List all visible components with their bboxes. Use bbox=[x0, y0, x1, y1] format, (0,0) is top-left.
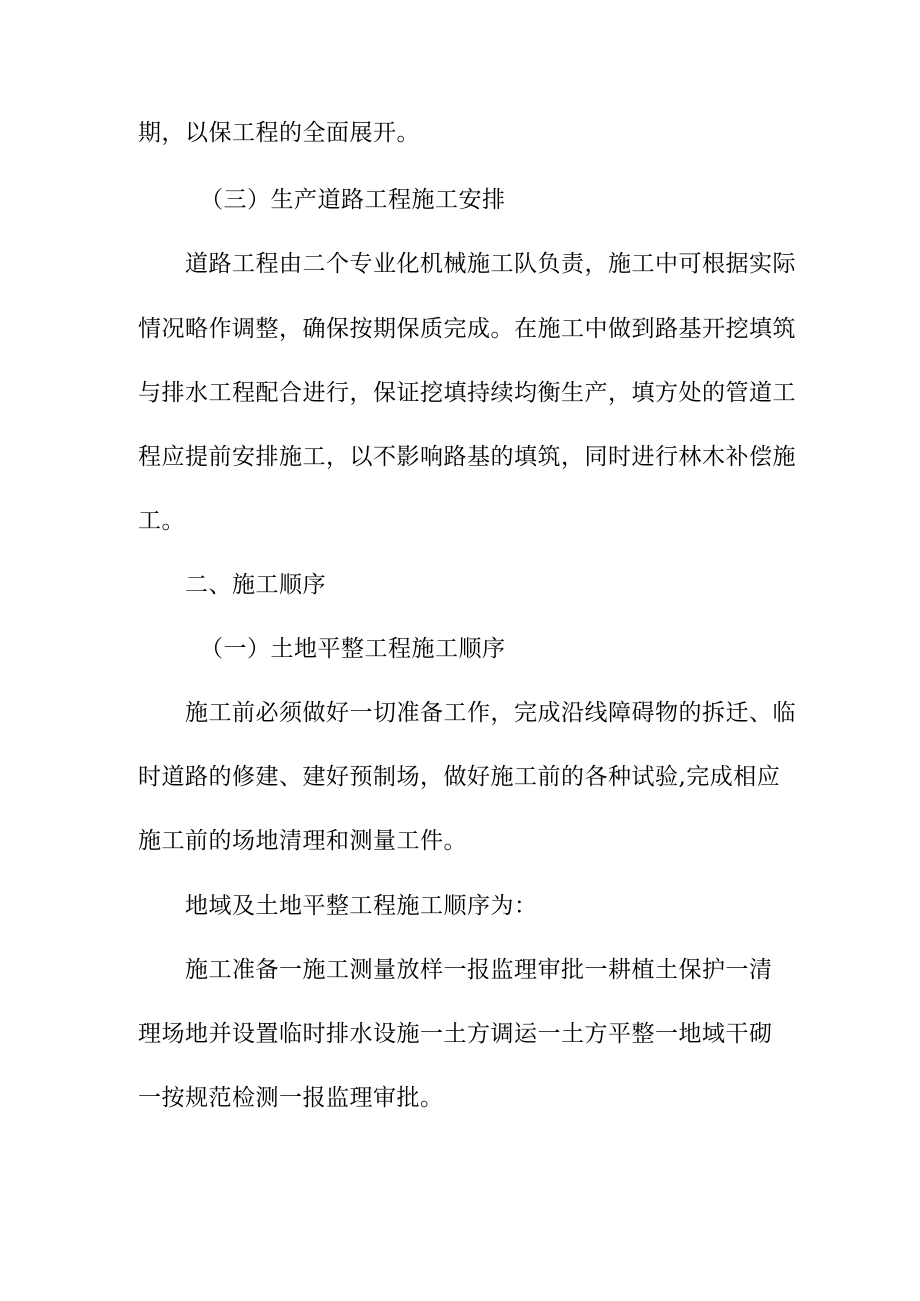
text-line: 道路工程由二个专业化机械施工队负责，施工中可根据实际 bbox=[185, 251, 796, 277]
subsection-heading: （三）生产道路工程施工安排 bbox=[200, 187, 506, 213]
text-line: 施工准备一施工测量放样一报监理审批一耕植土保护一清 bbox=[185, 957, 773, 983]
text-line: 理场地并设置临时排水设施一土方调运一土方平整一地域干砌 bbox=[138, 1021, 773, 1047]
subsection-heading: （一）土地平整工程施工顺序 bbox=[200, 636, 506, 662]
text-line: 与排水工程配合进行，保证挖填持续均衡生产，填方处的管道工 bbox=[138, 380, 796, 406]
text-line: 施工前必须做好一切准备工作，完成沿线障碍物的拆迁、临 bbox=[185, 700, 796, 726]
text-line: 期，以保工程的全面展开。 bbox=[138, 120, 420, 146]
text-line: 施工前的场地清理和测量工件。 bbox=[138, 828, 467, 854]
text-line: 程应提前安排施工，以不影响路基的填筑，同时进行林木补偿施 bbox=[138, 444, 796, 470]
text-line: 工。 bbox=[138, 508, 185, 534]
text-line: 地域及土地平整工程施工顺序为： bbox=[185, 893, 538, 919]
text-line: 时道路的修建、建好预制场，做好施工前的各种试验,完成相应 bbox=[138, 764, 781, 790]
text-line: 一按规范检测一报监理审批。 bbox=[138, 1085, 444, 1111]
section-heading: 二、施工顺序 bbox=[185, 572, 326, 598]
text-line: 情况略作调整，确保按期保质完成。在施工中做到路基开挖填筑 bbox=[138, 316, 796, 342]
